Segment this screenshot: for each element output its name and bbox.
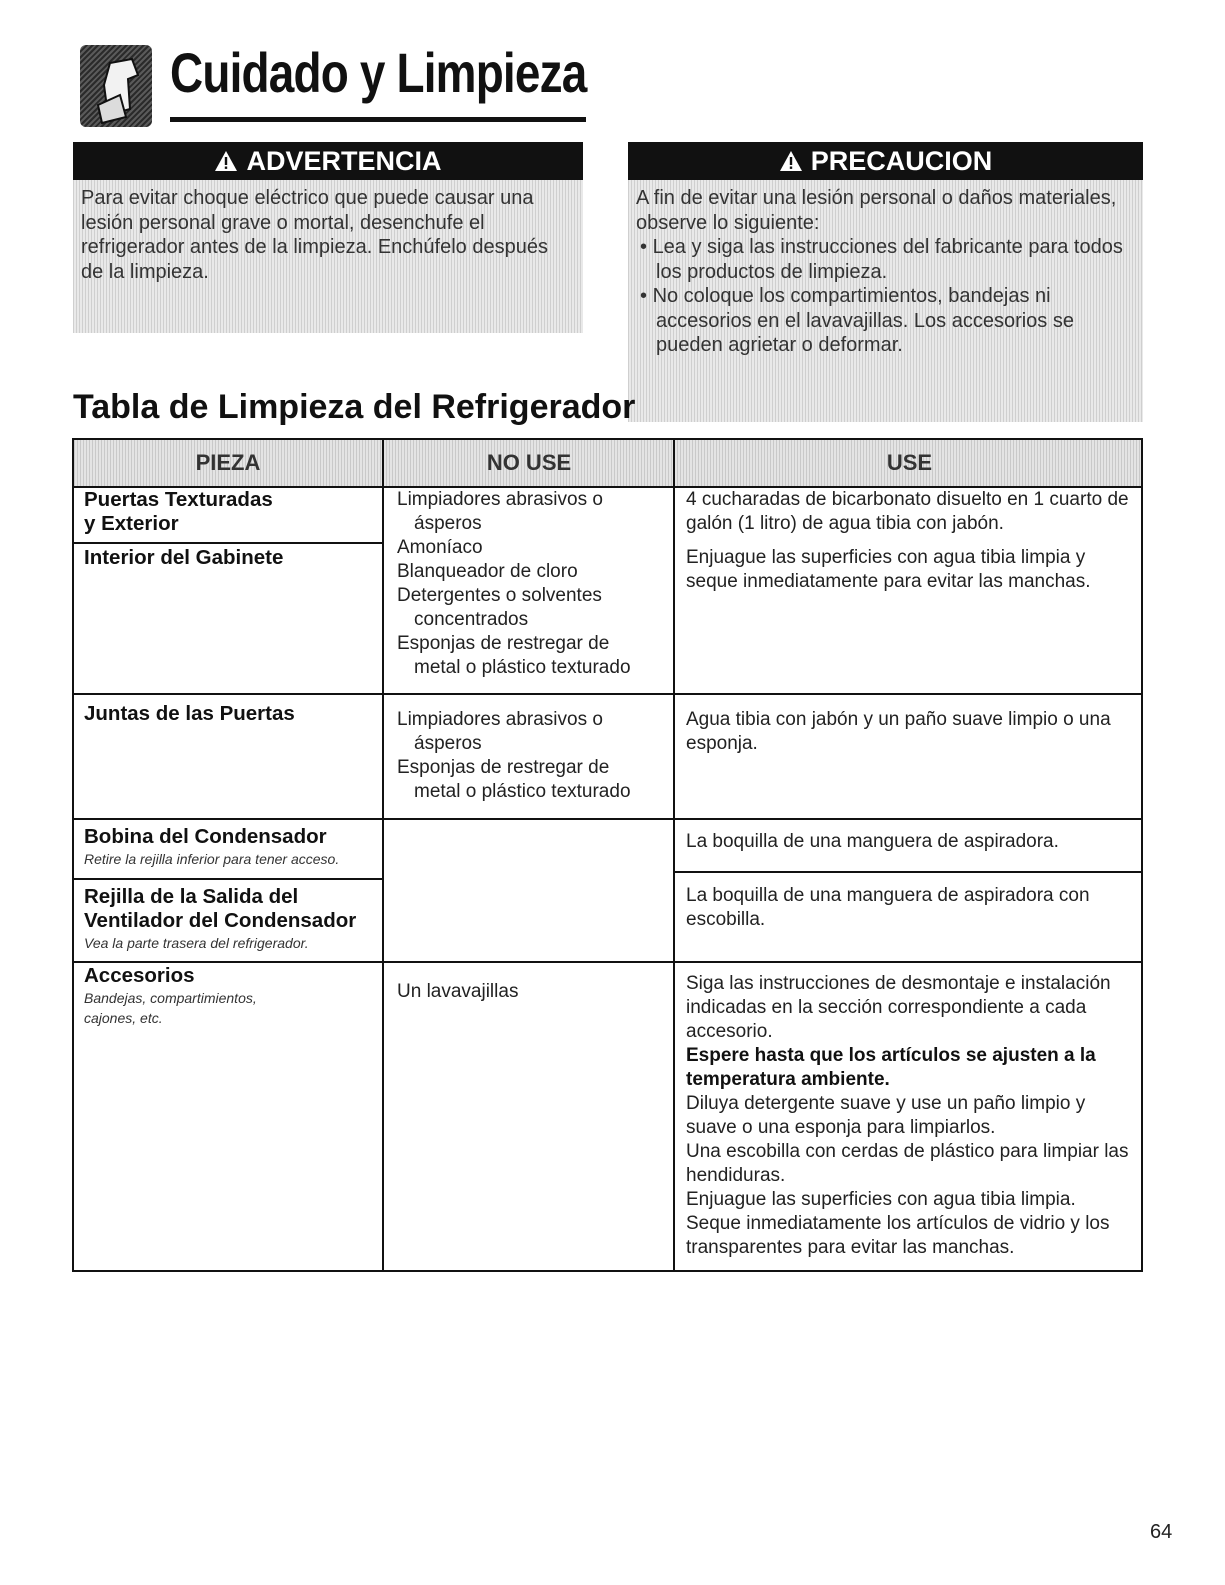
page-number: 64 [1150,1521,1173,1543]
piece-note: Bandejas, compartimientos, [84,990,257,1006]
no-use-item: Detergentes o solventes [397,585,602,606]
caution-title: PRECAUCION [810,146,993,176]
row-divider [74,542,382,544]
piece-name: Juntas de las Puertas [84,702,295,725]
use-text: Seque inmediatamente los artículos de vidrio y los transparentes para evitar las manchas. [686,1213,1110,1258]
use-text: Enjuague las superficies con agua tibia limpia. [686,1189,1076,1210]
caution-bullet: • No coloque los compartimientos, bandejas ni accesorios en el lavavajillas. Los accesorios se pueden agrietar o deformar. [640,285,1074,356]
section-title: Tabla de Limpieza del Refrigerador [73,388,636,426]
warning-text: Para evitar choque eléctrico que puede causar una lesión personal grave o mortal, desenchufe el refrigerador antes de la limpieza. Enchúfelo después de la limpieza. [81,187,548,283]
row-divider [74,961,1141,963]
column-header-pieza: PIEZA [195,450,261,475]
table-cell-use [686,972,1136,1260]
warning-title: ADVERTENCIA [246,146,442,176]
table-cell-use [686,488,1131,594]
piece-note: Retire la rejilla inferior para tener acceso. [84,851,340,867]
table-cell-no-use [397,708,667,804]
use-text: Agua tibia con jabón y un paño suave limpio o una esponja. [686,709,1111,754]
piece-name: Puertas Texturadas [84,488,273,511]
piece-name: Interior del Gabinete [84,546,284,569]
row-divider [74,878,382,880]
caution-bullet-text: Lea y siga las instrucciones del fabricante para todos los productos de limpieza. [652,236,1123,283]
no-use-item: Esponjas de restregar de [397,757,610,778]
row-divider [673,871,1141,873]
use-text: Diluya detergente suave y use un paño limpio y suave o una esponja para limpiarlos. [686,1093,1086,1138]
column-divider [673,440,675,1270]
piece-name: Ventilador del Condensador [84,909,357,932]
warning-triangle-icon [779,150,803,172]
use-text: La boquilla de una manguera de aspiradora con escobilla. [686,885,1090,930]
cleaning-table [72,438,1143,1272]
caution-bullet-text: No coloque los compartimientos, bandejas ni accesorios en el lavavajillas. Los accesorios se pueden agrietar o deformar. [652,285,1074,356]
table-cell-use [686,708,1131,756]
row-divider [74,818,1141,820]
no-use-item: metal o plástico texturado [414,657,631,678]
warning-text-area [73,180,583,333]
use-text: Enjuague las superficies con agua tibia limpia y seque inmediatamente para evitar las manchas. [686,547,1091,592]
piece-note: cajones, etc. [84,1010,163,1026]
piece-name: Rejilla de la Salida del [84,885,299,908]
table-cell-pieza [84,702,374,726]
no-use-item: Esponjas de restregar de [397,633,610,654]
table-cell-pieza [84,825,382,869]
caution-header [628,142,1143,180]
column-divider [382,440,384,1270]
no-use-item: Blanqueador de cloro [397,561,578,582]
no-use-item: concentrados [414,609,529,630]
table-cell-pieza [84,546,374,570]
cleaning-brush-icon [80,45,152,127]
no-use-item: ásperos [414,513,482,534]
use-text-emphasis: Espere hasta que los artículos se ajusten a la temperatura ambiente. [686,1045,1096,1090]
table-cell-pieza [84,885,382,953]
table-cell-no-use [397,488,667,680]
use-text: Siga las instrucciones de desmontaje e instalación indicadas en la sección correspondiente a cada accesorio. [686,973,1111,1042]
table-cell-pieza [84,964,374,1028]
column-header-use: USE [886,450,933,475]
caution-intro: A fin de evitar una lesión personal o daños materiales, observe lo siguiente: [636,187,1117,234]
caution-bullet: • Lea y siga las instrucciones del fabricante para todos los productos de limpieza. [640,236,1123,283]
table-cell-pieza [84,488,374,536]
row-divider [74,693,1141,695]
piece-name: Bobina del Condensador [84,825,327,848]
table-cell-no-use [397,980,667,1004]
no-use-item: Limpiadores abrasivos o [397,709,603,730]
warning-triangle-icon [214,150,238,172]
no-use-item: Amoníaco [397,537,483,558]
use-text: 4 cucharadas de bicarbonato disuelto en 1 cuarto de galón (1 litro) de agua tibia con jabón. [686,489,1129,534]
piece-name: y Exterior [84,512,179,535]
no-use-item: ásperos [414,733,482,754]
caution-text-area [628,180,1143,422]
page-title: Cuidado y Limpieza [170,41,587,104]
warning-box [73,142,583,333]
use-text: La boquilla de una manguera de aspiradora. [686,831,1059,852]
piece-note: Vea la parte trasera del refrigerador. [84,935,309,951]
title-underline [170,117,586,122]
warning-header [73,142,583,180]
no-use-item: metal o plástico texturado [414,781,631,802]
no-use-item: Limpiadores abrasivos o [397,489,603,510]
table-cell-use [686,884,1131,932]
no-use-item: Un lavavajillas [397,981,519,1002]
piece-name: Accesorios [84,964,195,987]
caution-box [628,142,1143,422]
column-header-no-use: NO USE [486,450,572,475]
use-text: Una escobilla con cerdas de plástico para limpiar las hendiduras. [686,1141,1129,1186]
table-cell-use [686,830,1131,854]
